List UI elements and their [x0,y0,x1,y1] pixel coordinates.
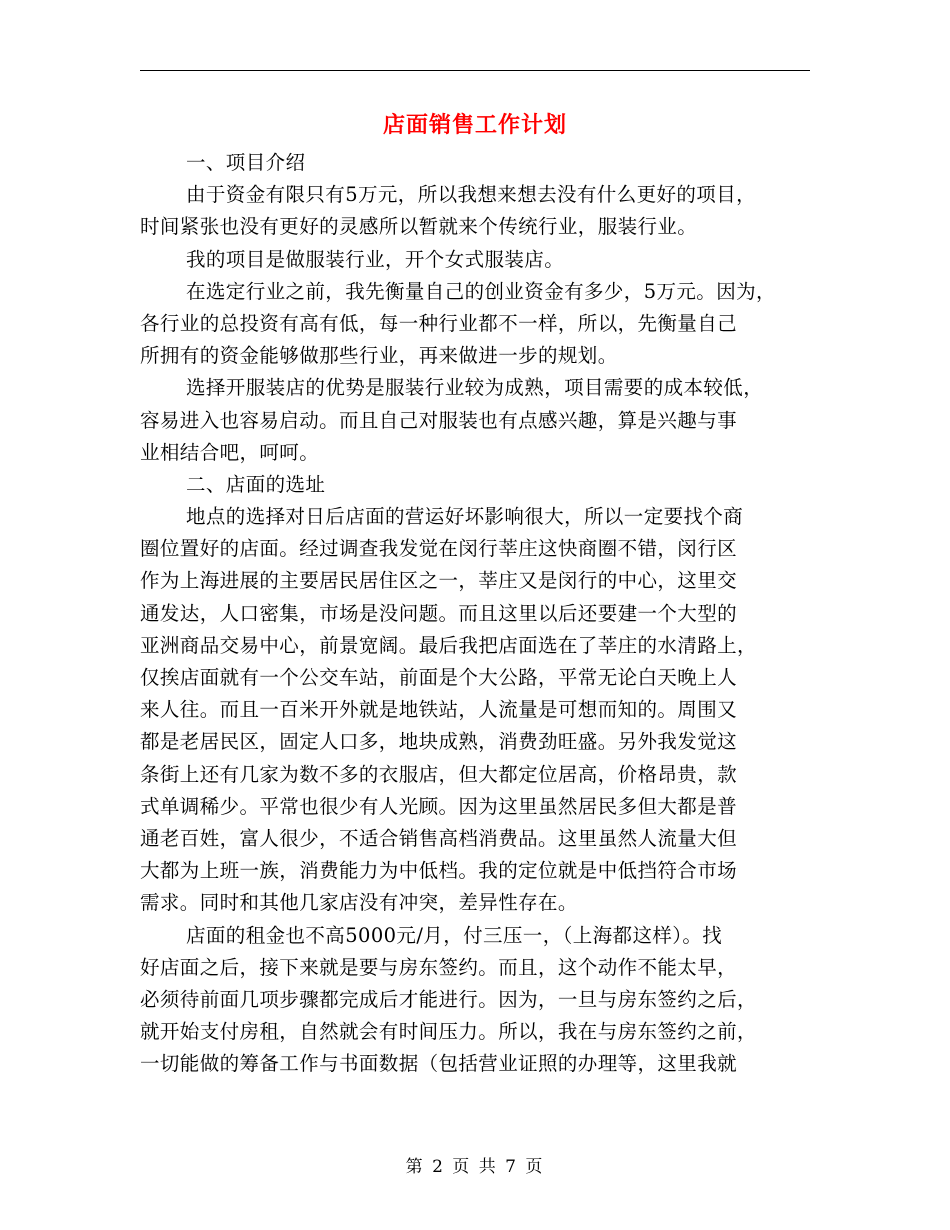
body-line: 好店面之后，接下来就是要与房东签约。而且，这个动作不能太早， [140,955,738,979]
body-line: 来人往。而且一百米开外就是地铁站，人流量是可想而知的。周围又 [140,698,738,722]
body-line: 大都为上班一族，消费能力为中低档。我的定位就是中低挡符合市场 [140,859,738,883]
document-title: 店面销售工作计划 [382,112,567,138]
body-line: 我的项目是做服装行业，开个女式服装店。 [186,247,565,271]
body-line: 二、店面的选址 [186,472,326,496]
body-line: 一、项目介绍 [186,151,306,174]
body-line: 条街上还有几家为数不多的衣服店，但大都定位居高，价格昂贵，款 [140,762,738,786]
body-line: 各行业的总投资有高有低，每一种行业都不一样，所以，先衡量自己 [140,311,738,335]
body-line: 通发达，人口密集，市场是没问题。而且这里以后还要建一个大型的 [140,601,738,625]
body-line: 就开始支付房租，自然就会有时间压力。所以，我在与房东签约之前， [140,1020,757,1044]
body-line: 时间紧张也没有更好的灵感所以暂就来个传统行业，服装行业。 [140,215,698,239]
body-line: 业相结合吧，呵呵。 [140,440,320,464]
body-line: 所拥有的资金能够做那些行业，再来做进一步的规划。 [140,344,618,368]
body-line: 容易进入也容易启动。而且自己对服装也有点感兴趣，算是兴趣与事 [140,408,738,432]
body-line: 在选定行业之前，我先衡量自己的创业资金有多少，5万元。因为， [186,279,776,303]
body-line: 式单调稀少。平常也很少有人光顾。因为这里虽然居民多但大都是普 [140,794,738,818]
body-line: 亚洲商品交易中心，前景宽阔。最后我把店面选在了莘庄的水清路上， [140,633,757,657]
document-body [140,147,815,1080]
body-line: 由于资金有限只有5万元，所以我想来想去没有什么更好的项目， [186,183,757,207]
body-line: 都是老居民区，固定人口多，地块成熟，消费劲旺盛。另外我发觉这 [140,730,738,754]
body-line: 圈位置好的店面。经过调查我发觉在闵行莘庄这快商圈不错，闵行区 [140,537,738,561]
body-line: 需求。同时和其他几家店没有冲突，差异性存在。 [140,891,578,915]
body-line: 仅挨店面就有一个公交车站，前面是个大公路，平常无论白天晚上人 [140,666,738,689]
body-line: 地点的选择对日后店面的营运好坏影响很大，所以一定要找个商 [186,505,744,529]
body-line: 作为上海进展的主要居民居住区之一，莘庄又是闵行的中心，这里交 [140,569,738,593]
body-line: 店面的租金也不高5000元/月，付三压一，（上海都这样）。找 [186,923,723,947]
body-line: 通老百姓，富人很少，不适合销售高档消费品。这里虽然人流量大但 [140,826,738,850]
header-rule [140,70,810,71]
body-line: 选择开服装店的优势是服装行业较为成熟，项目需要的成本较低， [186,376,764,400]
body-line: 一切能做的筹备工作与书面数据（包括营业证照的办理等，这里我就 [140,1052,738,1076]
body-line: 必须待前面几项步骤都完成后才能进行。因为，一旦与房东签约之后， [140,987,757,1011]
page-number-footer: 第 2 页 共 7 页 [405,1157,545,1177]
